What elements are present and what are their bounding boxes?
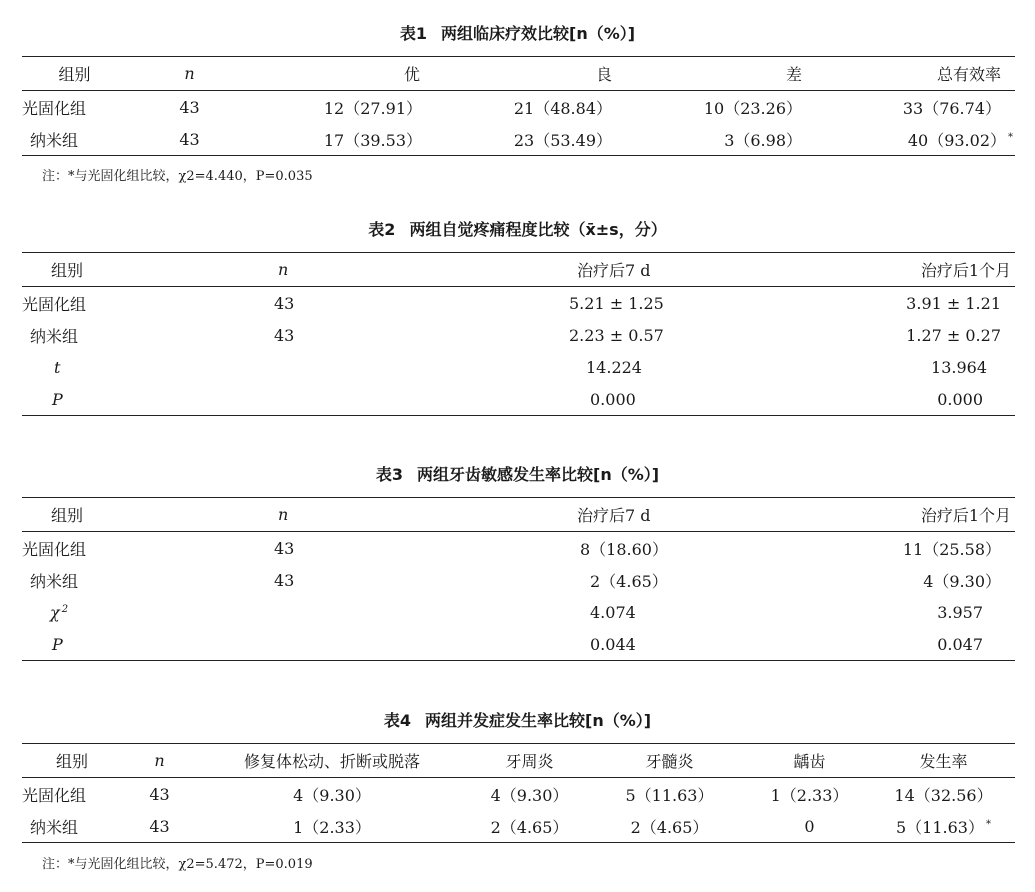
table2-title: 两组自觉疼痛程度比较（x̄±s，分） <box>409 220 667 239</box>
table4-header-row <box>22 744 1015 778</box>
table2-cell: 13.964 <box>931 357 987 377</box>
table2-header-1m: 治疗后1个月 <box>920 261 1011 280</box>
table3-cell: 3.957 <box>937 602 983 622</box>
table1-header-good: 良 <box>595 65 612 84</box>
table4-title: 两组并发症发生率比较[n（%）] <box>425 711 652 730</box>
table-row <box>22 383 1015 416</box>
table-row <box>22 532 1015 565</box>
table1-header-group: 组别 <box>58 65 91 84</box>
table2-cell <box>112 383 452 416</box>
chi-symbol: χ <box>50 602 60 622</box>
table1-header-poor: 差 <box>785 65 802 84</box>
table2-cell: 5.21 ± 1.25 <box>569 293 664 313</box>
table4-cell: 2（4.65） <box>630 817 709 837</box>
table3-label: 表3 <box>375 465 404 484</box>
table1-cell: 17（39.53） <box>323 130 422 150</box>
table1-header-total-effective: 总有效率 <box>936 65 1001 84</box>
table3-title: 两组牙齿敏感发生率比较[n（%）] <box>417 465 660 484</box>
table3 <box>22 497 1015 661</box>
table2-cell: 0.000 <box>590 389 636 409</box>
table2-cell: 光固化组 <box>22 294 87 314</box>
table1-caption <box>0 21 1035 44</box>
table2-caption <box>0 217 1035 240</box>
table1-cell: 12（27.91） <box>323 98 422 118</box>
table1-cell: 3（6.98） <box>724 130 802 150</box>
table4-header-group: 组别 <box>55 752 88 771</box>
table3-header-7d: 治疗后7 d <box>577 506 651 525</box>
table2-cell: 0.000 <box>937 389 983 409</box>
table3-cell: 纳米组 <box>30 571 79 591</box>
table3-cell: 0.044 <box>590 634 636 654</box>
table-row <box>22 810 1015 843</box>
table4-cell: 14（32.56） <box>894 785 993 805</box>
table-row <box>22 564 1015 596</box>
table-row <box>22 351 1015 383</box>
table4-cell: 4（9.30） <box>490 785 569 805</box>
table1-cell: 光固化组 <box>22 98 87 118</box>
table4-header-incidence: 发生率 <box>919 752 968 771</box>
table4-header-caries: 龋齿 <box>793 752 826 771</box>
table3-header-n: n <box>278 505 289 524</box>
table1-value: 40（93.02） <box>907 130 1006 150</box>
table3-cell: 0.047 <box>937 634 983 654</box>
table1-cell-total <box>822 123 1015 156</box>
table-row <box>22 91 1015 124</box>
table2-cell: 1.27 ± 0.27 <box>906 325 1001 345</box>
table1-note: 注：*与光固化组比较，χ2=4.440，P=0.035 <box>42 169 313 184</box>
table4-note: 注：*与光固化组比较，χ2=5.472，P=0.019 <box>42 857 313 872</box>
table2-cell: 纳米组 <box>30 326 79 346</box>
table4-cell: 0 <box>804 816 815 836</box>
table4-cell-incidence <box>872 810 1015 843</box>
table4-cell: 光固化组 <box>22 785 87 805</box>
table2-cell <box>112 351 452 383</box>
table4-cell: 纳米组 <box>30 817 79 837</box>
table3-cell: 4.074 <box>590 602 636 622</box>
table1-cell: 43 <box>179 129 200 149</box>
table3-cell <box>112 596 452 628</box>
table2-header-group: 组别 <box>50 261 83 280</box>
significance-mark: * <box>986 818 991 830</box>
table3-cell: 2（4.65） <box>590 571 668 591</box>
table2-cell: 43 <box>274 293 295 313</box>
table1-header-excellent: 优 <box>403 65 420 84</box>
table4-cell: 5（11.63） <box>625 785 714 805</box>
table3-caption <box>0 462 1035 485</box>
table2 <box>22 252 1015 416</box>
significance-mark: * <box>1008 131 1013 143</box>
table4 <box>22 743 1015 843</box>
table4-cell: 1（2.33） <box>770 785 849 805</box>
table4-cell: 43 <box>149 784 170 804</box>
table3-cell: 11（25.58） <box>902 539 1001 559</box>
table4-header-restoration-failure: 修复体松动、折断或脱落 <box>243 752 420 771</box>
table1-title: 两组临床疗效比较[n（%）] <box>441 24 636 43</box>
table1-cell: 43 <box>179 97 200 117</box>
table4-caption <box>0 708 1035 731</box>
table3-cell: 光固化组 <box>22 539 87 559</box>
table4-label: 表4 <box>383 711 412 730</box>
table3-header-1m: 治疗后1个月 <box>920 506 1011 525</box>
chi-superscript: 2 <box>61 603 69 615</box>
table4-header-periodontitis: 牙周炎 <box>505 752 554 771</box>
table1-cell: 21（48.84） <box>513 98 612 118</box>
table4-cell: 43 <box>149 816 170 836</box>
table1-cell: 10（23.26） <box>703 98 802 118</box>
table4-cell: 4（9.30） <box>293 785 371 805</box>
table1-cell: 纳米组 <box>30 130 79 150</box>
table2-header-n: n <box>278 260 289 279</box>
table3-cell: 8（18.60） <box>580 539 668 559</box>
table3-cell <box>112 628 452 661</box>
table2-header-7d: 治疗后7 d <box>577 261 651 280</box>
table1-header-n: n <box>184 64 195 83</box>
table2-cell: 3.91 ± 1.21 <box>906 293 1001 313</box>
table3-cell: 4（9.30） <box>923 571 1001 591</box>
table2-cell: 14.224 <box>586 357 642 377</box>
table4-header-pulpitis: 牙髓炎 <box>645 752 694 771</box>
table3-cell: 43 <box>274 538 295 558</box>
table-row <box>22 628 1015 661</box>
table-row <box>22 596 1015 628</box>
table4-cell: 1（2.33） <box>293 817 371 837</box>
table-row <box>22 778 1015 811</box>
table3-stat-label: P <box>52 634 63 654</box>
table2-cell: 43 <box>274 325 295 345</box>
table2-label: 表2 <box>368 220 396 239</box>
table-row <box>22 123 1015 156</box>
table2-header-row <box>22 253 1015 287</box>
table1 <box>22 56 1015 156</box>
table2-stat-label: P <box>52 389 63 409</box>
table4-cell: 2（4.65） <box>490 817 569 837</box>
table4-header-n: n <box>154 751 165 770</box>
table1-cell: 33（76.74） <box>902 98 1001 118</box>
table2-cell: 2.23 ± 0.57 <box>569 325 664 345</box>
table4-value: 5（11.63） <box>896 817 984 837</box>
table-row <box>22 287 1015 320</box>
table3-header-group: 组别 <box>50 506 83 525</box>
table3-header-row <box>22 498 1015 532</box>
table-row <box>22 319 1015 351</box>
table2-stat-label: t <box>54 357 61 377</box>
table3-cell: 43 <box>274 570 295 590</box>
table1-header-row <box>22 57 1015 91</box>
table3-stat-label <box>22 596 112 628</box>
table1-label: 表1 <box>399 24 428 43</box>
table1-cell: 23（53.49） <box>513 130 612 150</box>
